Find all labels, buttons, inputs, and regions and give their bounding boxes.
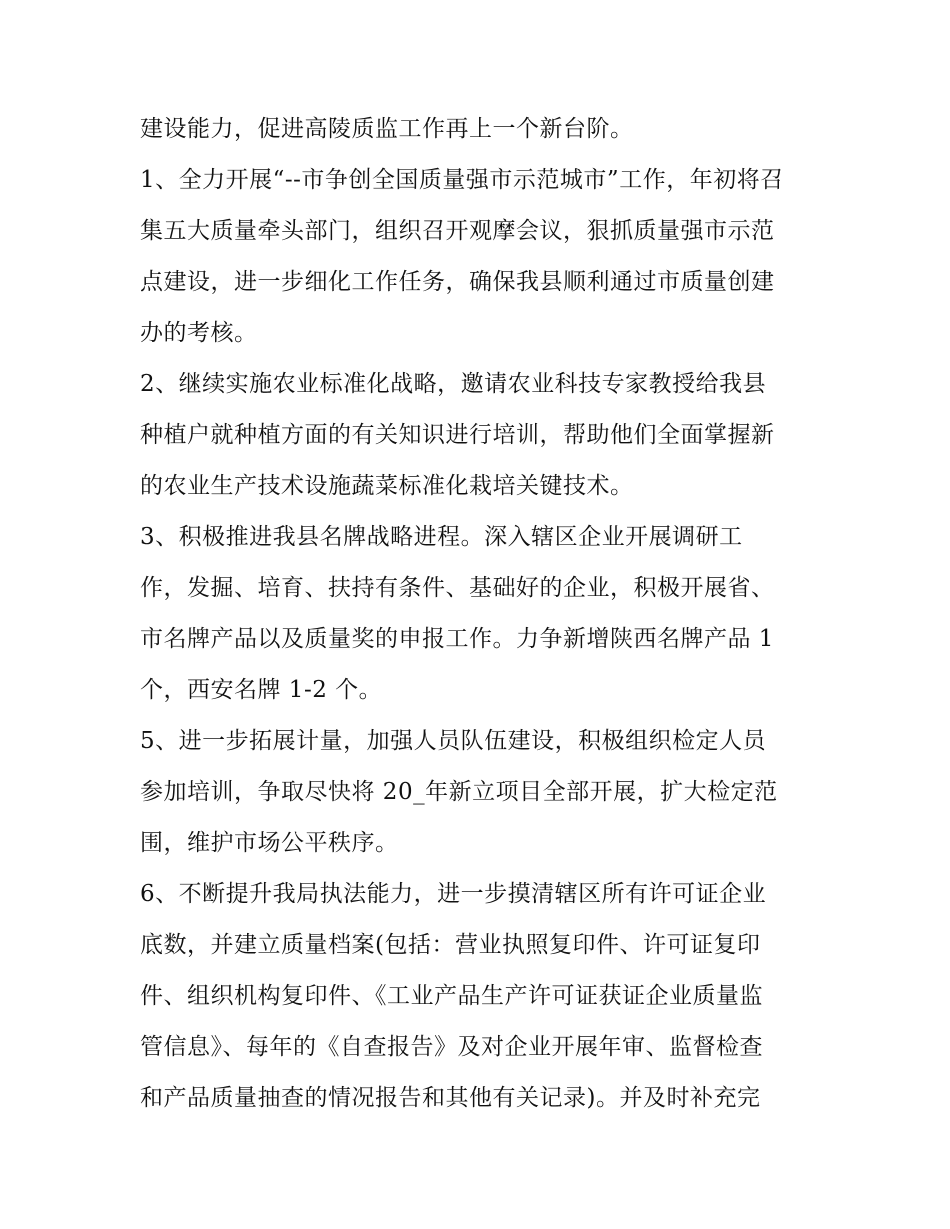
text-line: 建设能力，促进高陵质监工作再上一个新台阶。 [140, 116, 634, 142]
text-line: 种植户就种植方面的有关知识进行培训，帮助他们全面掌握新 [140, 422, 775, 448]
text-line: 集五大质量牵头部门，组织召开观摩会议，狠抓质量强市示范 [140, 218, 775, 244]
text-line: 底数，并建立质量档案(包括：营业执照复印件、许可证复印 [140, 932, 761, 958]
document-body [140, 104, 820, 1124]
text-line: 办的考核。 [140, 320, 258, 346]
text-line: 和产品质量抽查的情况报告和其他有关记录)。并及时补充完 [140, 1085, 761, 1111]
text-line: 市名牌产品以及质量奖的申报工作。力争新增陕西名牌产品 1 [140, 626, 774, 652]
text-line: 2、继续实施农业标准化战略，邀请农业科技专家教授给我县 [140, 371, 767, 397]
text-line: 5、进一步拓展计量，加强人员队伍建设，积极组织检定人员 [140, 728, 767, 754]
text-line: 6、不断提升我局执法能力，进一步摸清辖区所有许可证企业 [140, 881, 767, 907]
text-line: 1、全力开展“--市争创全国质量强市示范城市”工作，年初将召 [140, 167, 784, 193]
text-line: 个，西安名牌 1-2 个。 [140, 677, 383, 703]
text-line: 围，维护市场公平秩序。 [140, 830, 399, 856]
text-line: 作，发掘、培育、扶持有条件、基础好的企业，积极开展省、 [140, 575, 775, 601]
text-line: 3、积极推进我县名牌战略进程。深入辖区企业开展调研工 [140, 524, 743, 550]
text-line: 的农业生产技术设施蔬菜标准化栽培关键技术。 [140, 473, 634, 499]
text-line: 管信息》、每年的《自查报告》及对企业开展年审、监督检查 [140, 1034, 763, 1060]
text-line: 件、组织机构复印件、《工业产品生产许可证获证企业质量监 [140, 983, 763, 1009]
text-line: 参加培训，争取尽快将 20_年新立项目全部开展，扩大检定范 [140, 779, 778, 805]
text-line: 点建设，进一步细化工作任务，确保我县顺利通过市质量创建 [140, 269, 775, 295]
